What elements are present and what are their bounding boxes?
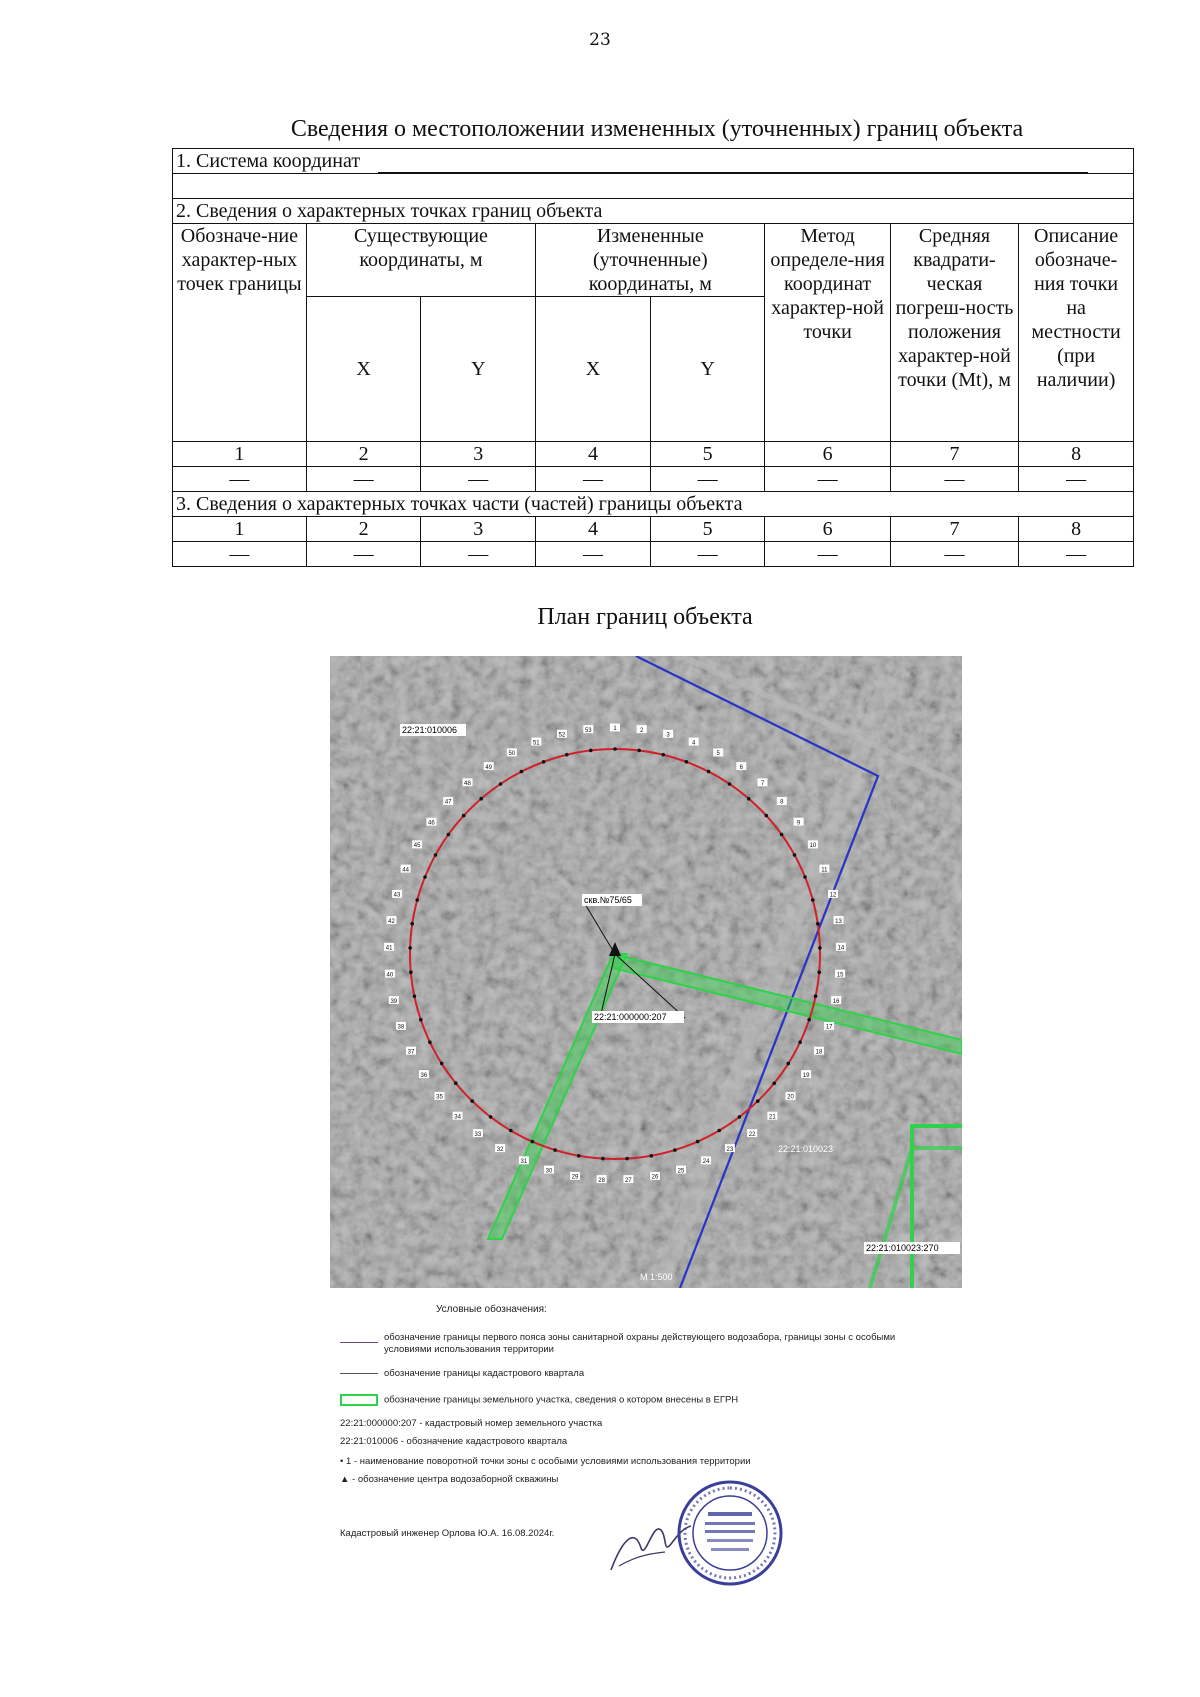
turning-point-label: 3 — [666, 732, 670, 739]
coordinate-system-label: 1. Система координат — [176, 150, 361, 172]
turning-point-label: 39 — [390, 998, 398, 1005]
header-changed-y: Y — [650, 297, 765, 442]
stamp-text-mark — [705, 1522, 755, 1525]
turning-point-marker — [817, 970, 821, 974]
turning-point-marker — [696, 1140, 700, 1144]
turning-point-marker — [756, 1099, 760, 1103]
turning-point-label: 34 — [454, 1114, 461, 1121]
engineer-stamp — [675, 1478, 785, 1588]
turning-point-label: 46 — [428, 820, 435, 827]
legend-item-quarter — [340, 1368, 584, 1379]
legend-title: Условные обозначения: — [436, 1304, 547, 1315]
turning-point-label: 43 — [393, 892, 401, 899]
turning-point-marker — [747, 797, 751, 801]
turning-point-marker — [803, 875, 807, 879]
header-existing-y: Y — [421, 297, 536, 442]
column-numbers-row — [173, 442, 1134, 467]
turning-point-label: 19 — [802, 1072, 810, 1079]
dash-cell: — — [306, 467, 421, 492]
turning-point-label: 42 — [388, 918, 395, 925]
turning-point-marker — [410, 922, 414, 926]
legend-swatch-line — [340, 1373, 378, 1374]
turning-point-label: 27 — [625, 1177, 632, 1184]
turning-point-label: 5 — [716, 751, 720, 758]
header-row-1 — [173, 224, 1134, 297]
legend-text: обозначение границы земельного участка, сведения о котором внесены в ЕГРН — [384, 1394, 739, 1406]
turning-point-marker — [409, 970, 413, 974]
column-number: 3 — [421, 517, 536, 542]
turning-point-marker — [650, 1154, 654, 1158]
turning-point-marker — [462, 814, 466, 818]
coordinates-table — [172, 148, 1134, 567]
turning-point-label: 49 — [485, 764, 493, 771]
column-number: 7 — [890, 517, 1018, 542]
turning-point-label: 29 — [571, 1174, 579, 1181]
turning-point-label: 20 — [787, 1094, 794, 1101]
turning-point-label: 11 — [821, 867, 828, 874]
turning-point-marker — [818, 946, 822, 950]
legend-item-cadastral-number: 22:21:000000:207 - кадастровый номер земельного участка — [340, 1418, 603, 1429]
turning-point-label: 12 — [829, 892, 837, 899]
header-mean-error: Средняя квадрати-ческая погреш-ность положения характер-ной точки (Mt), м — [890, 224, 1018, 442]
column-number: 4 — [536, 517, 651, 542]
boundary-plan-map — [330, 656, 962, 1288]
turning-point-marker — [601, 1157, 605, 1161]
turning-point-marker — [577, 1154, 581, 1158]
column-number: 6 — [765, 442, 890, 467]
turning-point-marker — [738, 1115, 742, 1119]
turning-point-label: 38 — [397, 1024, 405, 1031]
turning-point-label: 52 — [558, 732, 566, 739]
legend-item-parcel — [340, 1394, 738, 1406]
turning-point-marker — [489, 1115, 493, 1119]
legend-swatch-line — [340, 1342, 378, 1343]
turning-point-marker — [772, 1081, 776, 1085]
parcel-label-center: 22:21:000000:207 — [594, 1012, 667, 1022]
turning-point-marker — [434, 853, 438, 857]
turning-point-label: 9 — [796, 820, 801, 827]
turning-point-marker — [707, 770, 711, 774]
column-number: 2 — [306, 442, 421, 467]
turning-point-label: 26 — [651, 1174, 659, 1181]
quarter-label-right: 22:21:010023 — [778, 1144, 834, 1154]
turning-point-label: 37 — [407, 1049, 415, 1056]
turning-point-marker — [728, 782, 732, 786]
dash-cell: — — [650, 542, 765, 567]
turning-point-marker — [440, 1062, 444, 1066]
turning-point-marker — [673, 1148, 677, 1152]
dash-cell: — — [173, 542, 307, 567]
stamp-text-mark — [705, 1530, 755, 1533]
turning-point-label: 18 — [815, 1049, 823, 1056]
column-number: 2 — [306, 517, 421, 542]
dash-cell: — — [1019, 542, 1134, 567]
turning-point-label: 10 — [809, 843, 817, 850]
turning-point-label: 17 — [825, 1024, 833, 1031]
turning-point-marker — [428, 1040, 432, 1044]
dash-cell: — — [173, 467, 307, 492]
turning-point-label: 47 — [444, 799, 452, 806]
header-changed-x: X — [536, 297, 651, 442]
turning-point-label: 32 — [496, 1146, 504, 1153]
turning-point-marker — [479, 797, 483, 801]
turning-point-marker — [447, 833, 451, 837]
column-number: 8 — [1019, 442, 1134, 467]
blank-row — [173, 174, 1134, 199]
coordinate-system-cell — [173, 149, 1134, 174]
turning-point-label: 6 — [739, 764, 743, 771]
turning-point-label: 21 — [769, 1114, 776, 1121]
turning-point-marker — [637, 749, 641, 753]
turning-point-label: 25 — [677, 1168, 685, 1175]
column-number: 7 — [890, 442, 1018, 467]
stamp-text-mark — [711, 1548, 749, 1551]
turning-point-label: 33 — [474, 1131, 482, 1138]
turning-point-label: 14 — [837, 945, 845, 952]
well-label: скв.№75/65 — [584, 895, 632, 905]
header-existing-x: X — [306, 297, 421, 442]
turning-point-marker — [415, 898, 419, 902]
turning-point-label: 7 — [760, 781, 765, 787]
dash-cell: — — [421, 542, 536, 567]
turning-point-marker — [811, 898, 815, 902]
dash-row — [173, 467, 1134, 492]
dash-cell: — — [306, 542, 421, 567]
dash-cell: — — [421, 467, 536, 492]
turning-point-marker — [419, 1018, 423, 1022]
turning-point-marker — [589, 749, 593, 753]
header-existing-coords: Существующие координаты, м — [306, 224, 535, 297]
turning-point-label: 41 — [385, 945, 393, 952]
dash-cell: — — [890, 542, 1018, 567]
turning-point-marker — [565, 753, 569, 757]
turning-point-marker — [470, 1099, 474, 1103]
quarter-label-top: 22:21:010006 — [402, 725, 458, 735]
turning-point-marker — [499, 782, 503, 786]
turning-point-marker — [553, 1148, 557, 1152]
column-number: 8 — [1019, 517, 1134, 542]
section3-label: 3. Сведения о характерных точках части (частей) границы объекта — [173, 492, 1134, 517]
dash-row-2 — [173, 542, 1134, 567]
turning-point-label: 28 — [598, 1177, 605, 1184]
turning-point-marker — [408, 946, 412, 950]
turning-point-label: 51 — [532, 740, 540, 747]
turning-point-label: 48 — [464, 781, 471, 787]
turning-point-marker — [798, 1040, 802, 1044]
turning-point-label: 22 — [748, 1131, 756, 1138]
turning-point-label: 24 — [702, 1159, 710, 1165]
header-changed-coords: Измененные (уточненные) координаты, м — [536, 224, 765, 297]
turning-point-marker — [661, 753, 665, 757]
turning-point-marker — [685, 760, 689, 764]
turning-point-marker — [509, 1129, 513, 1133]
stamp-text-mark — [707, 1539, 753, 1542]
dash-cell: — — [765, 542, 890, 567]
section2-row — [173, 199, 1134, 224]
document-title: Сведения о местоположении измененных (уточненных) границ объекта — [290, 116, 1024, 142]
turning-point-marker — [765, 814, 769, 818]
turning-point-label: 50 — [508, 751, 516, 758]
legend-text: обозначение границы первого пояса зоны санитарной охраны действующего водозабора, границы зоны с особыми условиями использования территории — [384, 1332, 896, 1355]
section1-row — [173, 149, 1134, 174]
turning-point-label: 44 — [402, 867, 409, 874]
engineer-signature-line: Кадастровый инженер Орлова Ю.А. 16.08.2024г. — [340, 1528, 555, 1539]
dash-cell: — — [536, 467, 651, 492]
section2-label: 2. Сведения о характерных точках границ объекта — [173, 199, 1134, 224]
turning-point-marker — [807, 1018, 811, 1022]
turning-point-label: 53 — [584, 727, 592, 734]
turning-point-marker — [787, 1062, 791, 1066]
turning-point-marker — [454, 1081, 458, 1085]
coordinate-system-field[interactable] — [378, 154, 1088, 173]
turning-point-marker — [625, 1157, 629, 1161]
section3-row — [173, 492, 1134, 517]
page-number: 23 — [589, 30, 611, 50]
dash-cell: — — [536, 542, 651, 567]
blank-cell — [173, 174, 1134, 199]
turning-point-label: 45 — [413, 843, 421, 850]
turning-point-label: 2 — [640, 727, 644, 734]
turning-point-marker — [413, 994, 417, 998]
turning-point-label: 8 — [780, 799, 784, 806]
header-method: Метод определе-ния координат характер-ной точки — [765, 224, 890, 442]
dash-cell: — — [765, 467, 890, 492]
turning-point-label: 15 — [836, 972, 844, 979]
legend-item-turning-point: • 1 - наименование поворотной точки зоны с особыми условиями использования территории — [340, 1456, 751, 1467]
scale-label: М 1:500 — [640, 1272, 673, 1282]
column-number: 5 — [650, 442, 765, 467]
dash-cell: — — [890, 467, 1018, 492]
signature-stroke — [619, 1552, 665, 1566]
turning-point-marker — [520, 770, 524, 774]
turning-point-marker — [423, 875, 427, 879]
header-description: Описание обозначе-ния точки на местности (при наличии) — [1019, 224, 1134, 442]
header-point-designation: Обозначе-ние характер-ных точек границы — [173, 224, 307, 442]
dash-cell: — — [1019, 467, 1134, 492]
turning-point-label: 31 — [520, 1159, 528, 1165]
column-number: 6 — [765, 517, 890, 542]
turning-point-marker — [814, 994, 818, 998]
legend-item-well-center: ▲ - обозначение центра водозаборной скважины — [340, 1474, 559, 1485]
legend-item-sanitary-zone — [340, 1332, 924, 1356]
turning-point-marker — [613, 747, 617, 751]
turning-point-label: 35 — [436, 1094, 443, 1101]
turning-point-marker — [542, 760, 546, 764]
turning-point-label: 16 — [832, 998, 840, 1005]
column-number: 1 — [173, 442, 307, 467]
legend-text: обозначение границы кадастрового квартала — [384, 1368, 585, 1379]
turning-point-label: 13 — [835, 918, 842, 925]
turning-point-marker — [531, 1140, 535, 1144]
turning-point-label: 36 — [420, 1072, 428, 1079]
stamp-text-mark — [708, 1512, 752, 1516]
turning-point-label: 30 — [545, 1168, 553, 1175]
turning-point-label: 40 — [386, 972, 394, 979]
turning-point-marker — [816, 922, 820, 926]
column-numbers-row-2 — [173, 517, 1134, 542]
turning-point-marker — [780, 833, 784, 837]
turning-point-label: 23 — [726, 1146, 734, 1153]
legend-swatch-box — [340, 1394, 378, 1406]
column-number: 1 — [173, 517, 307, 542]
turning-point-marker — [793, 853, 797, 857]
turning-point-marker — [717, 1129, 721, 1133]
column-number: 4 — [536, 442, 651, 467]
legend-item-quarter-designation: 22:21:010006 - обозначение кадастрового квартала — [340, 1436, 568, 1447]
column-number: 3 — [421, 442, 536, 467]
plan-title: План границ объекта — [537, 604, 753, 630]
parcel-label-right: 22:21:010023:270 — [866, 1243, 939, 1253]
turning-point-label: 4 — [692, 740, 696, 747]
column-number: 5 — [650, 517, 765, 542]
turning-point-label: 1 — [613, 726, 617, 733]
dash-cell: — — [650, 467, 765, 492]
